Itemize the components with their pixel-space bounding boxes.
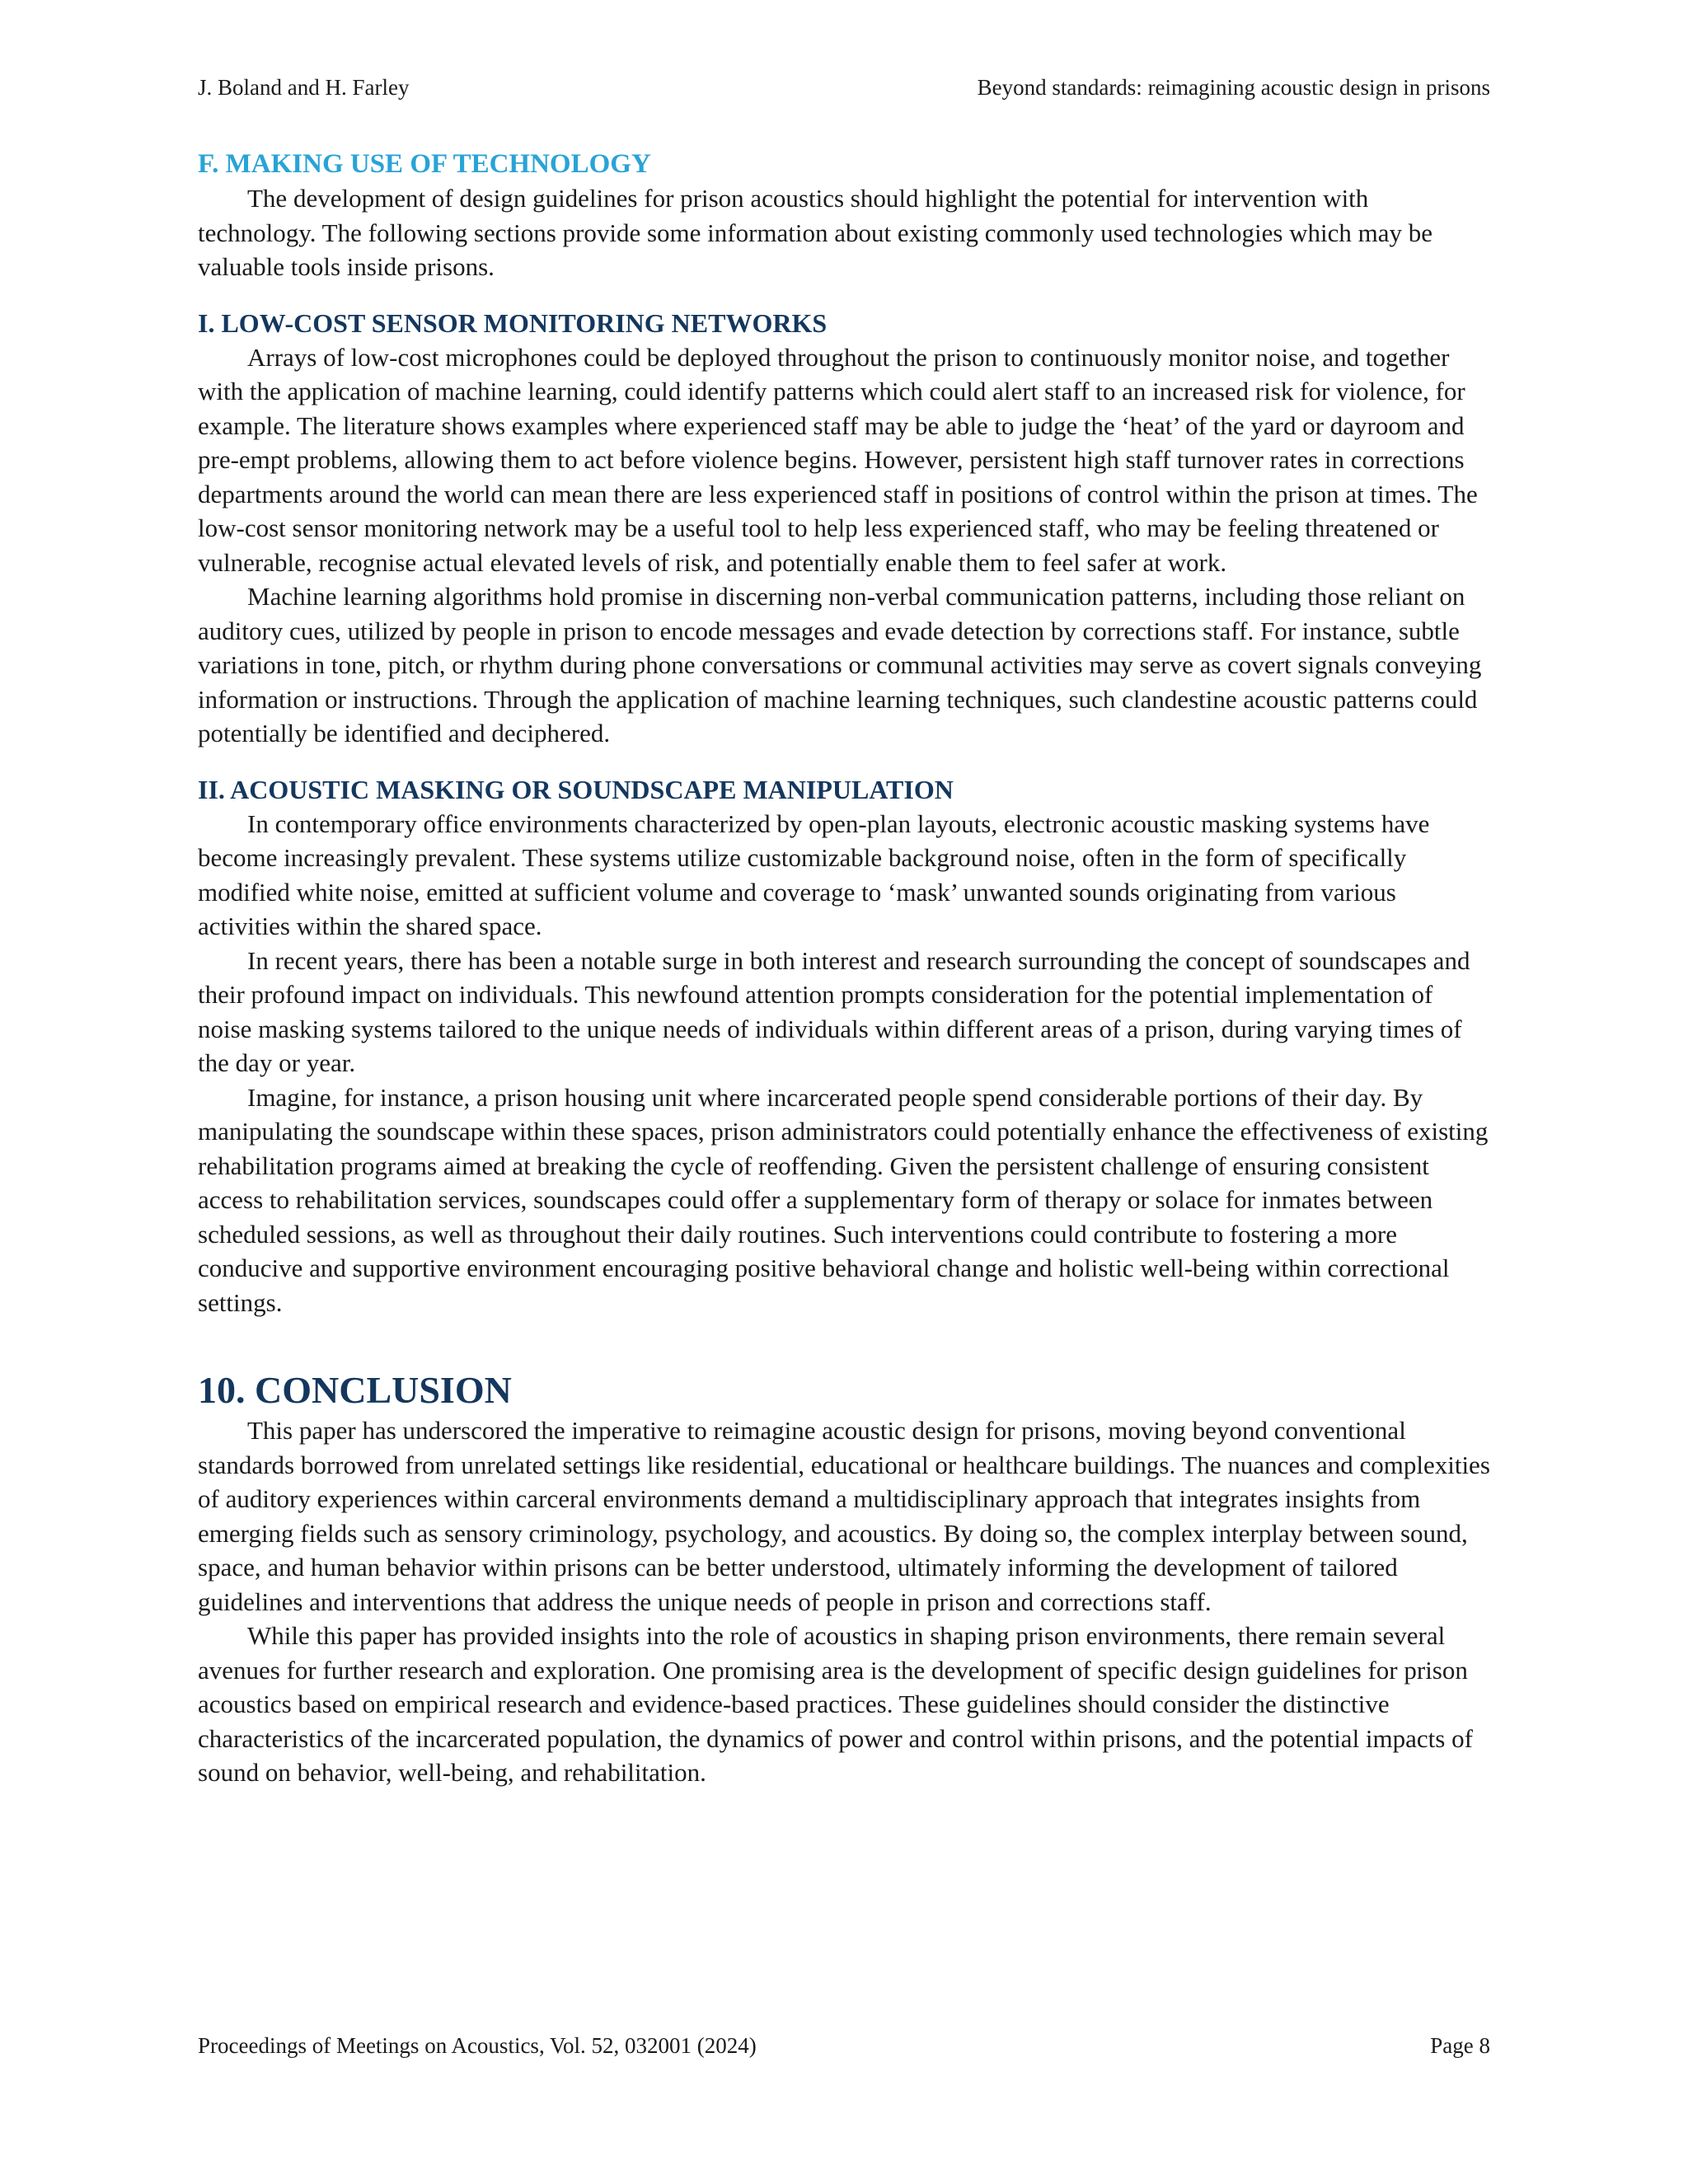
header-authors: J. Boland and H. Farley xyxy=(198,75,410,100)
conclusion-paragraph-1: This paper has underscored the imperative to reimagine acoustic design for prisons, moving beyond conventional standards borrowed from unrelated settings like residential, educational or healthcare buildings. The nuances and complexities of auditory experiences within carceral environments demand a multidisciplinary approach that integrates insights from emerging fields such as sensory criminology, psychology, and acoustics. By doing so, the complex interplay between sound, space, and human behavior within prisons can be better understood, ultimately informing the development of tailored guidelines and interventions that address the unique needs of people in prison and corrections staff. xyxy=(198,1416,1490,1616)
running-footer xyxy=(198,2029,1490,2062)
section-f-paragraph: The development of design guidelines for prison acoustics should highlight the potential for intervention with technology. The following sections provide some information about existing commonly used technologies which may be valuable tools inside prisons. xyxy=(198,184,1433,281)
subsection-ii-paragraph-1: In contemporary office environments characterized by open-plan layouts, electronic acoustic masking systems have become increasingly prevalent. These systems utilize customizable background noise, often in the form of specifically modified white noise, emitted at sufficient volume and coverage to ‘mask’ unwanted sounds originating from various activities within the shared space. xyxy=(198,808,1430,940)
conclusion-heading: 10. CONCLUSION xyxy=(198,1369,512,1411)
header-short-title: Beyond standards: reimagining acoustic design in prisons xyxy=(977,75,1490,100)
conclusion-paragraph-2: While this paper has provided insights into the role of acoustics in shaping prison environments, there remain several avenues for further research and exploration. One promising area is the development of specific design guidelines for prison acoustics based on empirical research and evidence-based practices. These guidelines should consider the distinctive characteristics of the incarcerated population, the dynamics of power and control within prisons, and the potential impacts of sound on behavior, well-being, and rehabilitation. xyxy=(198,1621,1473,1787)
page-number: Page 8 xyxy=(1430,2033,1490,2058)
subsection-i-paragraph-1: Arrays of low-cost microphones could be deployed throughout the prison to continuously monitor noise, and together with the application of machine learning, could identify patterns which could alert staff to an increased risk for violence, for example. The literature shows examples where experienced staff may be able to judge the ‘heat’ of the yard or dayroom and pre-empt problems, allowing them to act before violence begins. However, persistent high staff turnover rates in corrections departments around the world can mean there are less experienced staff in positions of control within the prison at times. The low-cost sensor monitoring network may be a useful tool to help less experienced staff, who may be feeling threatened or vulnerable, recognise actual elevated levels of risk, and potentially enable them to feel safer at work. xyxy=(198,342,1478,577)
subsection-ii-paragraph-2: In recent years, there has been a notable surge in both interest and research surrounding the concept of soundscapes and their profound impact on individuals. This newfound attention prompts consideration for the potential implementation of noise masking systems tailored to the unique needs of individuals within different areas of a prison, during varying times of the day or year. xyxy=(198,945,1470,1077)
page-body xyxy=(198,147,1492,1790)
section-f-heading: F. MAKING USE OF TECHNOLOGY xyxy=(198,149,651,179)
subsection-ii-paragraph-3: Imagine, for instance, a prison housing unit where incarcerated people spend considerable portions of their day. By manipulating the soundscape within these spaces, prison administrators could potentially enhance the effectiveness of existing rehabilitation programs aimed at breaking the cycle of reoffending. Given the persistent challenge of ensuring consistent access to rehabilitation services, soundscapes could offer a supplementary form of therapy or solace for inmates between scheduled sessions, as well as throughout their daily routines. Such interventions could contribute to fostering a more conducive and supportive environment encouraging positive behavioral change and holistic well-being within correctional settings. xyxy=(198,1082,1489,1317)
subsection-i-paragraph-2: Machine learning algorithms hold promise in discerning non-verbal communication patterns, including those reliant on auditory cues, utilized by people in prison to encode messages and evade detection by corrections staff. For instance, subtle variations in tone, pitch, or rhythm during phone conversations or communal activities may serve as covert signals conveying information or instructions. Through the application of machine learning techniques, such clandestine acoustic patterns could potentially be identified and deciphered. xyxy=(198,582,1482,748)
footer-citation: Proceedings of Meetings on Acoustics, Vol. 52, 032001 (2024) xyxy=(198,2033,757,2058)
subsection-ii-heading: II. ACOUSTIC MASKING OR SOUNDSCAPE MANIPULATION xyxy=(198,774,954,804)
running-header xyxy=(198,71,1490,104)
subsection-i-heading: I. LOW-COST SENSOR MONITORING NETWORKS xyxy=(198,307,828,338)
